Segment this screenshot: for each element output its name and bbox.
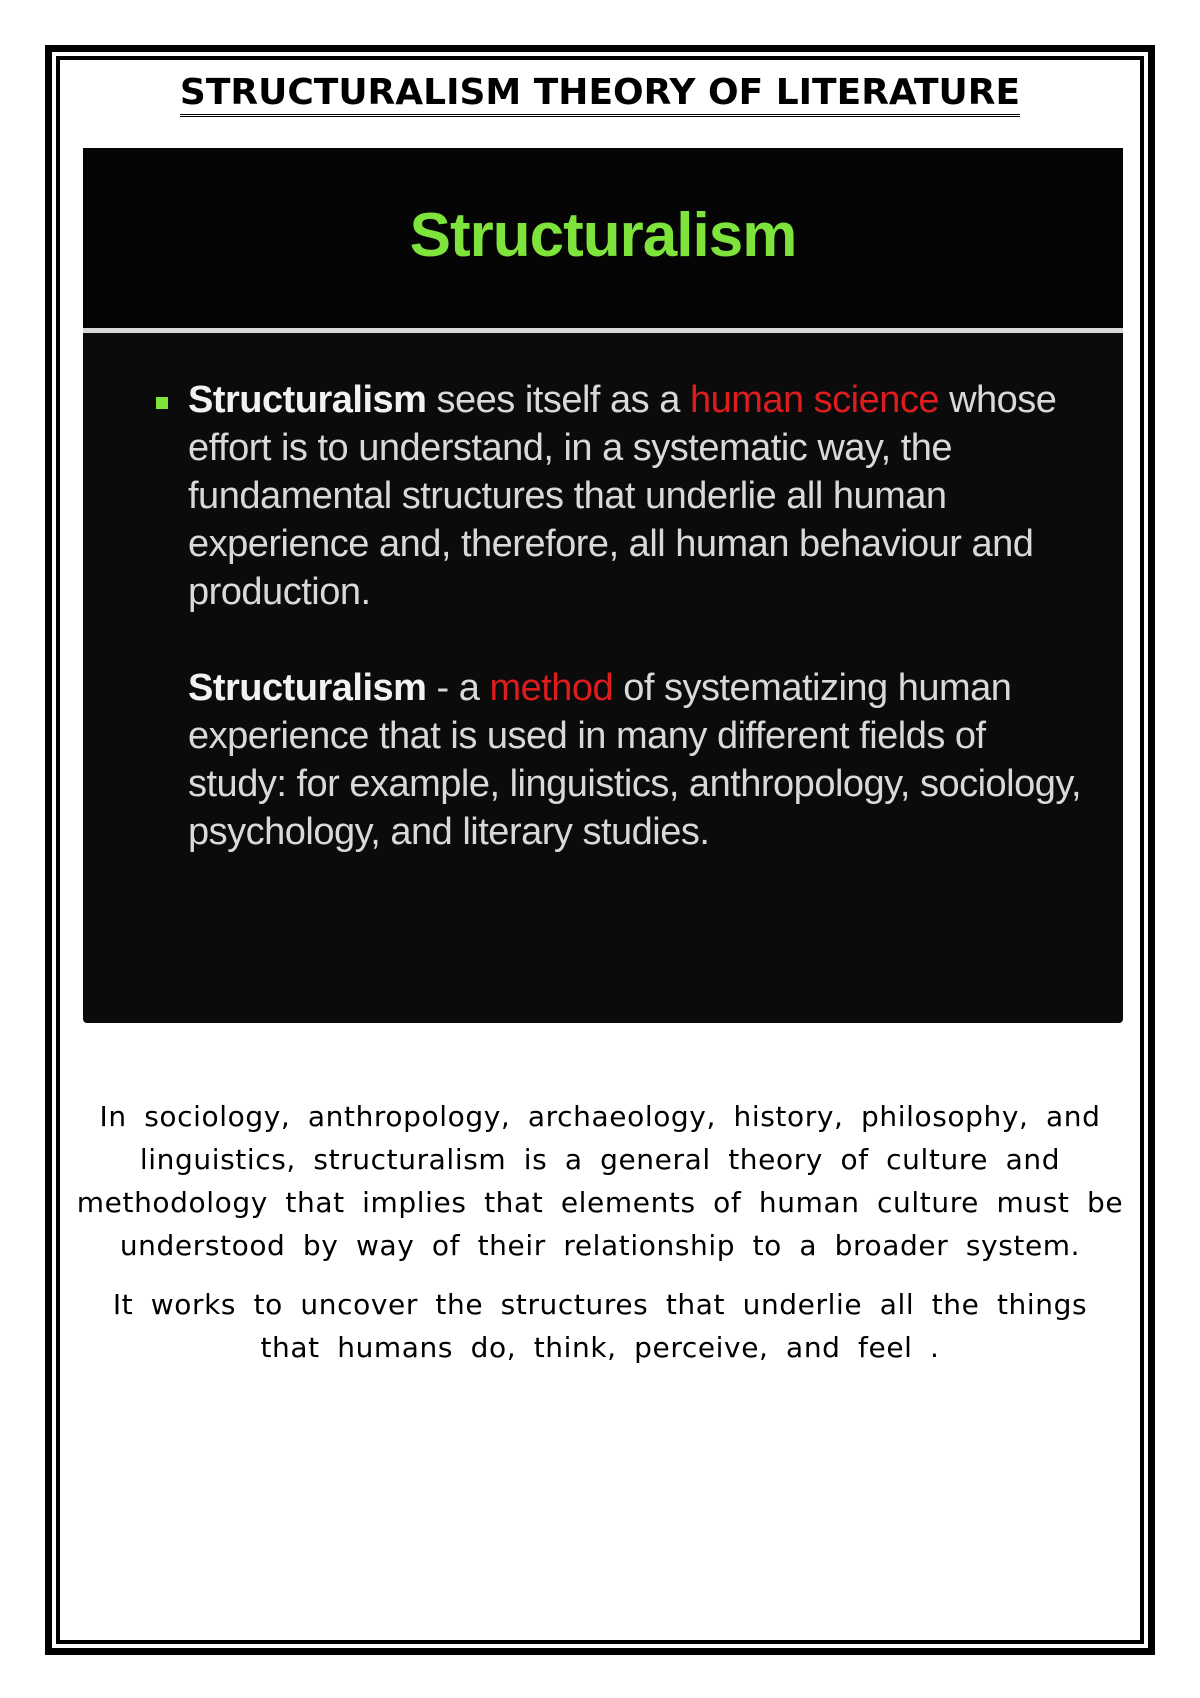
slide-title: Structuralism bbox=[409, 201, 797, 270]
bullet-1-text-a: sees itself as a bbox=[426, 379, 690, 421]
slide-heading-bar bbox=[83, 148, 1123, 328]
bullet-2-text-a: - a bbox=[426, 667, 490, 709]
slide-divider bbox=[83, 328, 1123, 333]
body-text bbox=[76, 1095, 1124, 1385]
body-paragraph-1: In sociology, anthropology, archaeology, history, philosophy, and linguistics, structuralism is a general theory of culture and methodology that implies that elements of human culture must be understood by way of their relationship to a broader system. bbox=[76, 1100, 1124, 1262]
document-title bbox=[0, 72, 1200, 113]
bullet-2-text-b: of systematizing human experience that is used in many different fields of study: for example, linguistics, anthropology, sociology, psychology, and literary studies. bbox=[188, 667, 1082, 853]
slide-bullet-1 bbox=[188, 376, 1088, 616]
bullet-square-icon bbox=[156, 397, 168, 409]
body-paragraph-2: It works to uncover the structures that underlie all the things that humans do, think, perceive, and feel . bbox=[112, 1288, 1088, 1364]
document-title-text: STRUCTURALISM THEORY OF LITERATURE bbox=[180, 72, 1020, 117]
bullet-1-term: Structuralism bbox=[188, 379, 427, 421]
slide-bullet-2 bbox=[188, 664, 1088, 856]
bullet-1-highlight: human science bbox=[689, 379, 940, 421]
slide-image bbox=[83, 148, 1123, 1023]
slide-body bbox=[188, 376, 1088, 856]
bullet-2-highlight: method bbox=[489, 667, 614, 709]
bullet-1-text-b: whose effort is to understand, in a systematic way, the fundamental structures that underlie all human experience and, therefore, all human behaviour and production. bbox=[188, 379, 1057, 613]
bullet-2-term: Structuralism bbox=[188, 667, 427, 709]
